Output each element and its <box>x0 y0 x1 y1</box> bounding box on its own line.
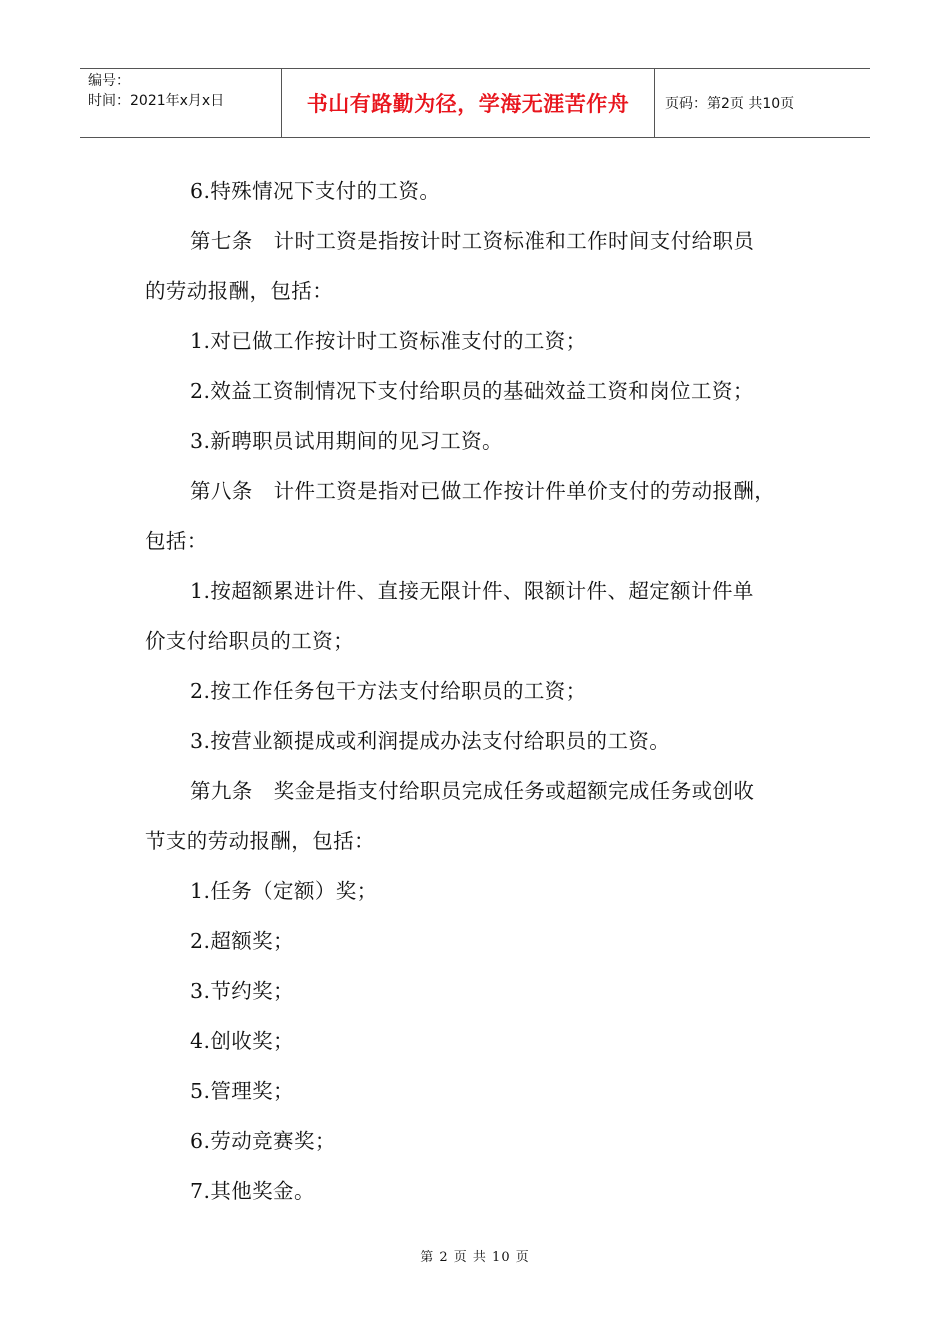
paragraph-line: 4.创收奖； <box>190 1029 294 1053</box>
paragraph-line: 5.管理奖； <box>190 1079 294 1103</box>
paragraph-line: 6.劳动竞赛奖； <box>190 1129 336 1153</box>
paragraph-line: 价支付给职员的工资； <box>145 629 354 653</box>
paragraph-line: 节支的劳动报酬，包括： <box>145 829 375 853</box>
paragraph-line: 7.其他奖金。 <box>190 1179 315 1203</box>
header-page-info: 页码：第2页 共10页 <box>665 96 795 112</box>
document-number-label: 编号： <box>88 73 130 89</box>
page-header <box>80 68 870 138</box>
paragraph-line: 的劳动报酬，包括： <box>145 279 334 303</box>
paragraph-line: 2.按工作任务包干方法支付给职员的工资； <box>190 679 587 703</box>
paragraph-line: 1.任务（定额）奖； <box>190 879 378 903</box>
header-motto: 书山有路勤为径，学海无涯苦作舟 <box>306 92 630 116</box>
page-footer: 第 2 页 共 10 页 <box>420 1250 530 1265</box>
paragraph-line: 3.节约奖； <box>190 979 294 1003</box>
paragraph-line: 2.效益工资制情况下支付给职员的基础效益工资和岗位工资； <box>190 379 754 403</box>
paragraph-line: 第七条 计时工资是指按计时工资标准和工作时间支付给职员 <box>190 229 755 253</box>
paragraph-line: 包括： <box>145 529 208 553</box>
paragraph-line: 1.对已做工作按计时工资标准支付的工资； <box>190 329 587 353</box>
paragraph-line: 第九条 奖金是指支付给职员完成任务或超额完成任务或创收 <box>190 779 755 803</box>
document-time: 时间：2021年x月x日 <box>88 93 225 109</box>
header-meta <box>80 69 282 137</box>
paragraph-line: 6.特殊情况下支付的工资。 <box>190 179 441 203</box>
paragraph-line: 3.按营业额提成或利润提成办法支付给职员的工资。 <box>190 729 671 753</box>
paragraph-line: 1.按超额累进计件、直接无限计件、限额计件、超定额计件单 <box>190 579 754 603</box>
paragraph-line: 第八条 计件工资是指对已做工作按计件单价支付的劳动报酬， <box>190 479 776 503</box>
header-motto-cell <box>282 69 655 137</box>
paragraph-line: 3.新聘职员试用期间的见习工资。 <box>190 429 503 453</box>
paragraph-line: 2.超额奖； <box>190 929 294 953</box>
